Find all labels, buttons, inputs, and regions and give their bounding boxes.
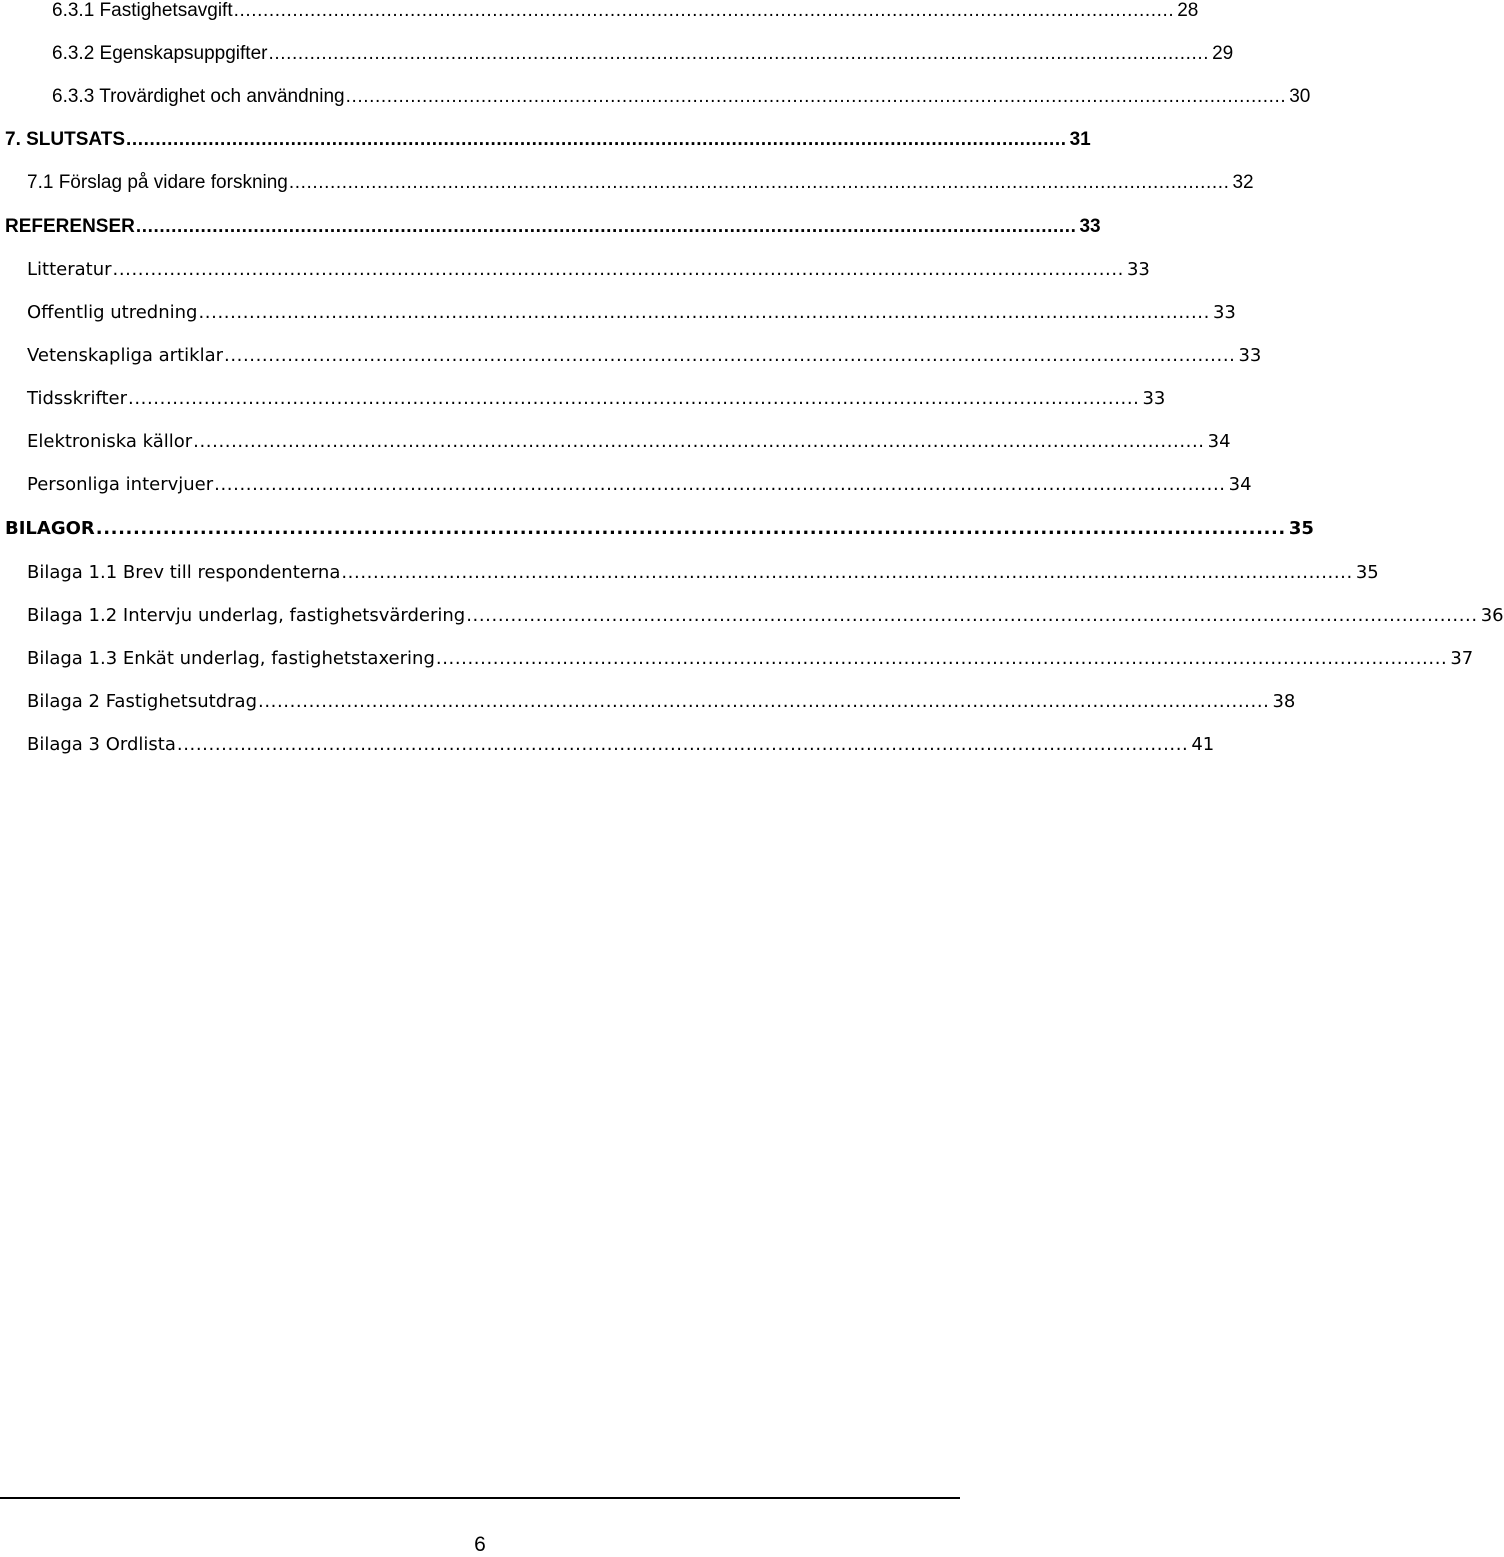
toc-entry-label: Vetenskapliga artiklar xyxy=(27,345,223,366)
toc-entry[interactable] xyxy=(27,605,1504,635)
toc-entry[interactable] xyxy=(27,302,1236,332)
toc-entry[interactable] xyxy=(27,431,1231,461)
toc-entry-label: Bilaga 1.1 Brev till respondenterna xyxy=(27,562,341,583)
toc-entry-label: Personliga intervjuer xyxy=(27,474,214,495)
toc-entry-label: Elektroniska källor xyxy=(27,431,193,452)
toc-leader-dots: ................................................................................................................................................................ xyxy=(224,345,1236,366)
toc-leader-dots: ................................................................................................................................................................ xyxy=(176,734,1189,755)
toc-entry[interactable] xyxy=(27,562,1379,592)
toc-leader-dots: ................................................................................................................................................................ xyxy=(126,129,1067,150)
toc-entry-page: 37 xyxy=(1450,648,1474,669)
toc-leader-dots: ................................................................................................................................................................ xyxy=(112,259,1124,280)
toc-leader-dots: ................................................................................................................................................................ xyxy=(135,216,1077,237)
toc-entry[interactable] xyxy=(27,474,1252,504)
toc-leader-dots: ................................................................................................................................................................ xyxy=(198,302,1210,323)
toc-entry-label: Bilaga 3 Ordlista xyxy=(27,734,176,755)
toc-entry[interactable] xyxy=(27,691,1296,721)
toc-entry-label: REFERENSER xyxy=(5,216,135,237)
toc-entry-label: Litteratur xyxy=(27,259,112,280)
toc-entry-page: 34 xyxy=(1228,474,1252,495)
toc-entry-label: Bilaga 1.2 Intervju underlag, fastighetsvärdering xyxy=(27,605,466,626)
toc-entry-page: 41 xyxy=(1191,734,1215,755)
footer-divider xyxy=(0,1497,960,1499)
toc-entry-page: 31 xyxy=(1069,129,1091,150)
toc-entry-page: 33 xyxy=(1079,216,1101,237)
toc-leader-dots: ................................................................................................................................................................ xyxy=(193,431,1205,452)
toc-entry-label: 6.3.3 Trovärdighet och användning xyxy=(52,86,345,107)
toc-entry-label: BILAGOR xyxy=(5,518,95,539)
toc-entry-page: 33 xyxy=(1142,388,1166,409)
toc-entry-label: Offentlig utredning xyxy=(27,302,198,323)
toc-entry[interactable] xyxy=(52,43,1234,73)
toc-leader-dots: ................................................................................................................................................................ xyxy=(233,0,1175,21)
toc-leader-dots: ................................................................................................................................................................ xyxy=(435,648,1448,669)
toc-entry-page: 33 xyxy=(1126,259,1150,280)
toc-entry-label: 6.3.1 Fastighetsavgift xyxy=(52,0,233,21)
toc-entry-page: 34 xyxy=(1207,431,1231,452)
toc-leader-dots: ................................................................................................................................................................ xyxy=(95,518,1286,539)
toc-entry[interactable] xyxy=(27,259,1150,289)
toc-entry-page: 36 xyxy=(1480,605,1504,626)
toc-leader-dots: ................................................................................................................................................................ xyxy=(288,172,1230,193)
toc-entry[interactable] xyxy=(5,518,1314,548)
toc-entry-label: 7. SLUTSATS xyxy=(5,129,125,150)
toc-entry-label: 7.1 Förslag på vidare forskning xyxy=(27,172,288,193)
toc-entry-page: 32 xyxy=(1232,172,1254,193)
toc-leader-dots: ................................................................................................................................................................ xyxy=(214,474,1226,495)
toc-entry[interactable] xyxy=(27,388,1166,418)
toc-leader-dots: ................................................................................................................................................................ xyxy=(268,43,1210,64)
toc-entry[interactable] xyxy=(5,129,1091,159)
toc-entry[interactable] xyxy=(5,216,1101,246)
toc-entry-page: 33 xyxy=(1238,345,1262,366)
toc-entry-page: 38 xyxy=(1272,691,1296,712)
toc-entry[interactable] xyxy=(52,0,1199,30)
toc-entry-page: 28 xyxy=(1177,0,1199,21)
toc-entry[interactable] xyxy=(27,345,1262,375)
toc-entry[interactable] xyxy=(52,86,1311,116)
toc-leader-dots: ................................................................................................................................................................ xyxy=(258,691,1270,712)
toc-entry[interactable] xyxy=(27,648,1474,678)
toc-entry[interactable] xyxy=(27,172,1254,202)
toc-entry-page: 29 xyxy=(1212,43,1234,64)
toc-entry-page: 33 xyxy=(1212,302,1236,323)
toc-entry-page: 30 xyxy=(1289,86,1311,107)
toc-entry-label: Bilaga 1.3 Enkät underlag, fastighetstaxering xyxy=(27,648,435,669)
toc-leader-dots: ................................................................................................................................................................ xyxy=(345,86,1287,107)
toc-entry-label: Bilaga 2 Fastighetsutdrag xyxy=(27,691,257,712)
toc-leader-dots: ................................................................................................................................................................ xyxy=(466,605,1478,626)
toc-entry-page: 35 xyxy=(1355,562,1379,583)
toc-entry-label: Tidsskrifter xyxy=(27,388,128,409)
page-number: 6 xyxy=(474,1533,486,1556)
toc-entry-page: 35 xyxy=(1288,518,1314,539)
toc-leader-dots: ................................................................................................................................................................ xyxy=(128,388,1140,409)
toc-entry-label: 6.3.2 Egenskapsuppgifter xyxy=(52,43,268,64)
toc-entry[interactable] xyxy=(27,734,1215,764)
toc-leader-dots: ................................................................................................................................................................ xyxy=(341,562,1353,583)
